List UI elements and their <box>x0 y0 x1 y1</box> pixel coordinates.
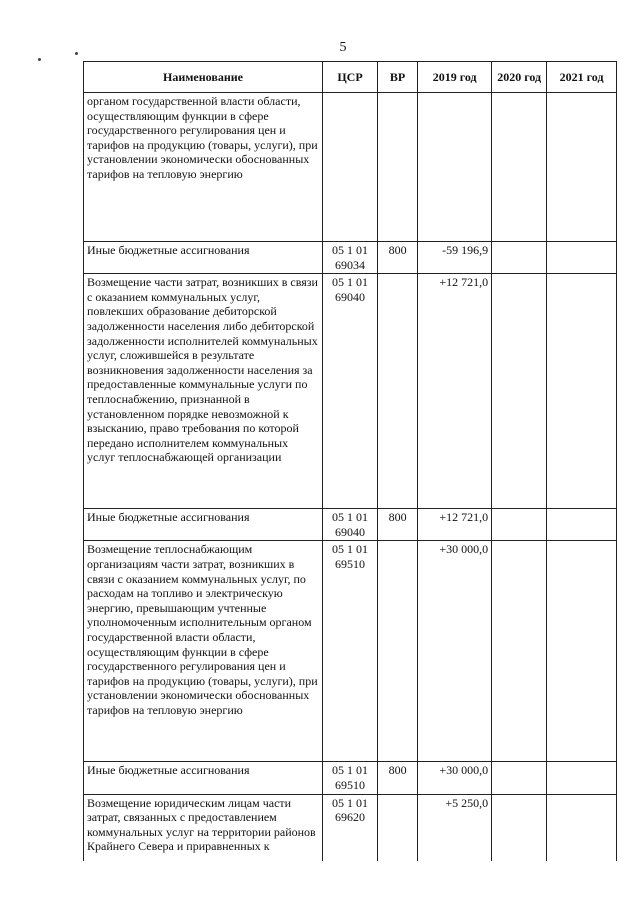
table-row <box>84 242 617 274</box>
scan-speck <box>38 58 41 61</box>
cell-name: Возмещение юридическим лицам части затрат, связанных с предоставлением коммунальных услуг на территории районов Крайнего Севера и приравненных к <box>84 794 323 861</box>
cell-2020 <box>492 762 547 794</box>
table-row <box>84 794 617 861</box>
cell-vr: 800 <box>377 242 417 274</box>
cell-2019: +12 721,0 <box>418 274 492 509</box>
cell-2019: -59 196,9 <box>418 242 492 274</box>
cell-csr: 05 1 01 69510 <box>323 541 378 762</box>
cell-2021 <box>547 274 617 509</box>
cell-vr <box>377 93 417 242</box>
cell-2020 <box>492 794 547 861</box>
cell-name: Возмещение части затрат, возникших в связи с оказанием коммунальных услуг, повлекших образование дебиторской задолженности населения либо дебиторской задолженности исполнителей коммунальных услуг, сложившейся в результате возникновения задолженности населения за предоставленные коммунальные услуги по теплоснабжению, признанной в установленном порядке невозможной к взысканию, право требования по которой передано исполнителем коммунальных услуг теплоснабжающей организации <box>84 274 323 509</box>
header-2019: 2019 год <box>418 62 492 93</box>
cell-2021 <box>547 509 617 541</box>
cell-vr <box>377 794 417 861</box>
cell-csr <box>323 93 378 242</box>
cell-csr: 05 1 01 69510 <box>323 762 378 794</box>
header-2020: 2020 год <box>492 62 547 93</box>
cell-2019: +30 000,0 <box>418 541 492 762</box>
cell-2019 <box>418 93 492 242</box>
cell-2019: +5 250,0 <box>418 794 492 861</box>
cell-csr: 05 1 01 69040 <box>323 509 378 541</box>
page-number: 5 <box>339 40 347 55</box>
cell-name: органом государственной власти области, осуществляющим функции в сфере государственного регулирования цен и тарифов на продукцию (товары, услуги), при установлении экономически обоснованных тарифов на тепловую энергию <box>84 93 323 242</box>
cell-2019: +12 721,0 <box>418 509 492 541</box>
budget-table <box>83 61 617 861</box>
cell-2021 <box>547 93 617 242</box>
cell-vr <box>377 274 417 509</box>
cell-name: Иные бюджетные ассигнования <box>84 242 323 274</box>
table-row <box>84 509 617 541</box>
cell-2020 <box>492 242 547 274</box>
table-row <box>84 762 617 794</box>
header-2021: 2021 год <box>547 62 617 93</box>
header-name: Наименование <box>84 62 323 93</box>
cell-2021 <box>547 541 617 762</box>
cell-2020 <box>492 509 547 541</box>
cell-2019: +30 000,0 <box>418 762 492 794</box>
cell-csr: 05 1 01 69620 <box>323 794 378 861</box>
cell-name: Возмещение теплоснабжающим организациям части затрат, возникших в связи с оказанием коммунальных услуг, по расходам на топливо и электрическую энергию, превышающим учтенные уполномоченным исполнительным органом государственной власти области, осуществляющим функции в сфере государственного регулирования цен и тарифов на продукцию (товары, услуги), при установлении экономически обоснованных тарифов на тепловую энергию <box>84 541 323 762</box>
cell-vr <box>377 541 417 762</box>
table-row <box>84 274 617 509</box>
cell-name: Иные бюджетные ассигнования <box>84 509 323 541</box>
table-row <box>84 541 617 762</box>
cell-csr: 05 1 01 69040 <box>323 274 378 509</box>
header-csr: ЦСР <box>323 62 378 93</box>
table-header-row <box>84 62 617 93</box>
cell-vr: 800 <box>377 509 417 541</box>
cell-csr: 05 1 01 69034 <box>323 242 378 274</box>
cell-vr: 800 <box>377 762 417 794</box>
cell-2020 <box>492 93 547 242</box>
cell-2020 <box>492 541 547 762</box>
cell-2020 <box>492 274 547 509</box>
cell-2021 <box>547 794 617 861</box>
cell-name: Иные бюджетные ассигнования <box>84 762 323 794</box>
table-row <box>84 93 617 242</box>
cell-2021 <box>547 242 617 274</box>
cell-2021 <box>547 762 617 794</box>
header-vr: ВР <box>377 62 417 93</box>
